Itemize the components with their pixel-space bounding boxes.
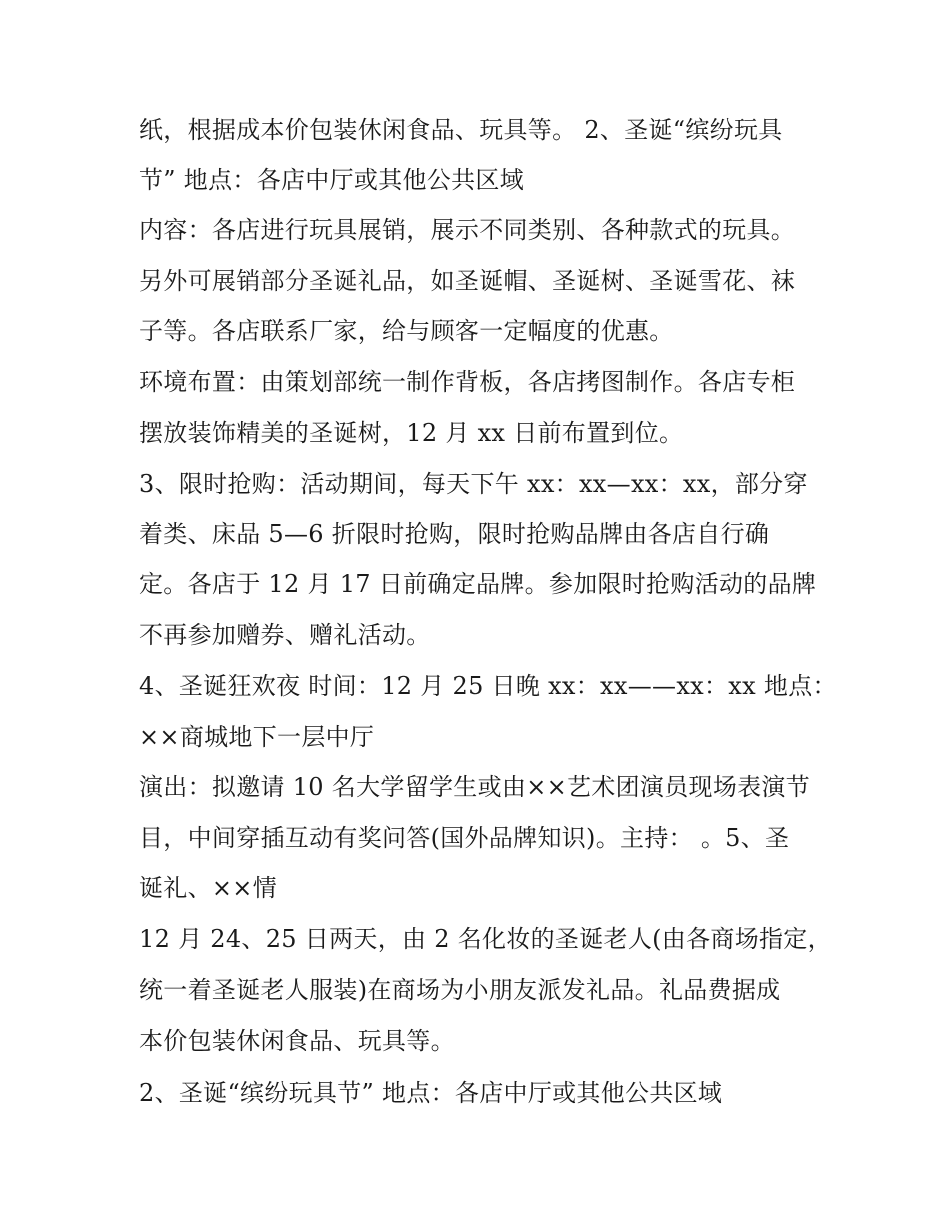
text-line: 目，中间穿插互动有奖问答(国外品牌知识)。主持： 。5、圣 bbox=[139, 824, 790, 852]
text-line: 演出：拟邀请 10 名大学留学生或由××艺术团演员现场表演节 bbox=[139, 773, 811, 801]
text-line: 2、圣诞“缤纷玩具节” 地点：各店中厅或其他公共区域 bbox=[139, 1079, 723, 1107]
text-line: ××商城地下一层中厅 bbox=[139, 723, 375, 751]
text-line: 子等。各店联系厂家，给与顾客一定幅度的优惠。 bbox=[139, 317, 674, 345]
text-line: 4、圣诞狂欢夜 时间：12 月 25 日晚 xx：xx——xx：xx 地点： bbox=[139, 672, 837, 700]
text-line: 不再参加赠券、赠礼活动。 bbox=[139, 621, 431, 649]
text-line: 诞礼、××情 bbox=[139, 874, 278, 902]
text-line: 12 月 24、25 日两天，由 2 名化妆的圣诞老人(由各商场指定， bbox=[139, 925, 832, 953]
text-line: 着类、床品 5—6 折限时抢购，限时抢购品牌由各店自行确 bbox=[139, 520, 770, 548]
text-line: 环境布置：由策划部统一制作背板，各店拷图制作。各店专柜 bbox=[139, 368, 796, 396]
text-line: 本价包装休闲食品、玩具等。 bbox=[139, 1027, 455, 1055]
text-line: 3、限时抢购：活动期间，每天下午 xx：xx—xx：xx，部分穿 bbox=[139, 470, 808, 498]
text-line: 另外可展销部分圣诞礼品，如圣诞帽、圣诞树、圣诞雪花、袜 bbox=[139, 267, 796, 295]
text-line: 节” 地点：各店中厅或其他公共区域 bbox=[139, 166, 524, 194]
text-line: 纸，根据成本价包装休闲食品、玩具等。 2、圣诞“缤纷玩具 bbox=[139, 116, 783, 144]
text-line: 统一着圣诞老人服装)在商场为小朋友派发礼品。礼品费据成 bbox=[139, 976, 781, 1004]
text-line: 定。各店于 12 月 17 日前确定品牌。参加限时抢购活动的品牌 bbox=[139, 570, 817, 598]
text-line: 摆放装饰精美的圣诞树，12 月 xx 日前布置到位。 bbox=[139, 419, 684, 447]
text-line: 内容：各店进行玩具展销，展示不同类别、各种款式的玩具。 bbox=[139, 216, 796, 244]
